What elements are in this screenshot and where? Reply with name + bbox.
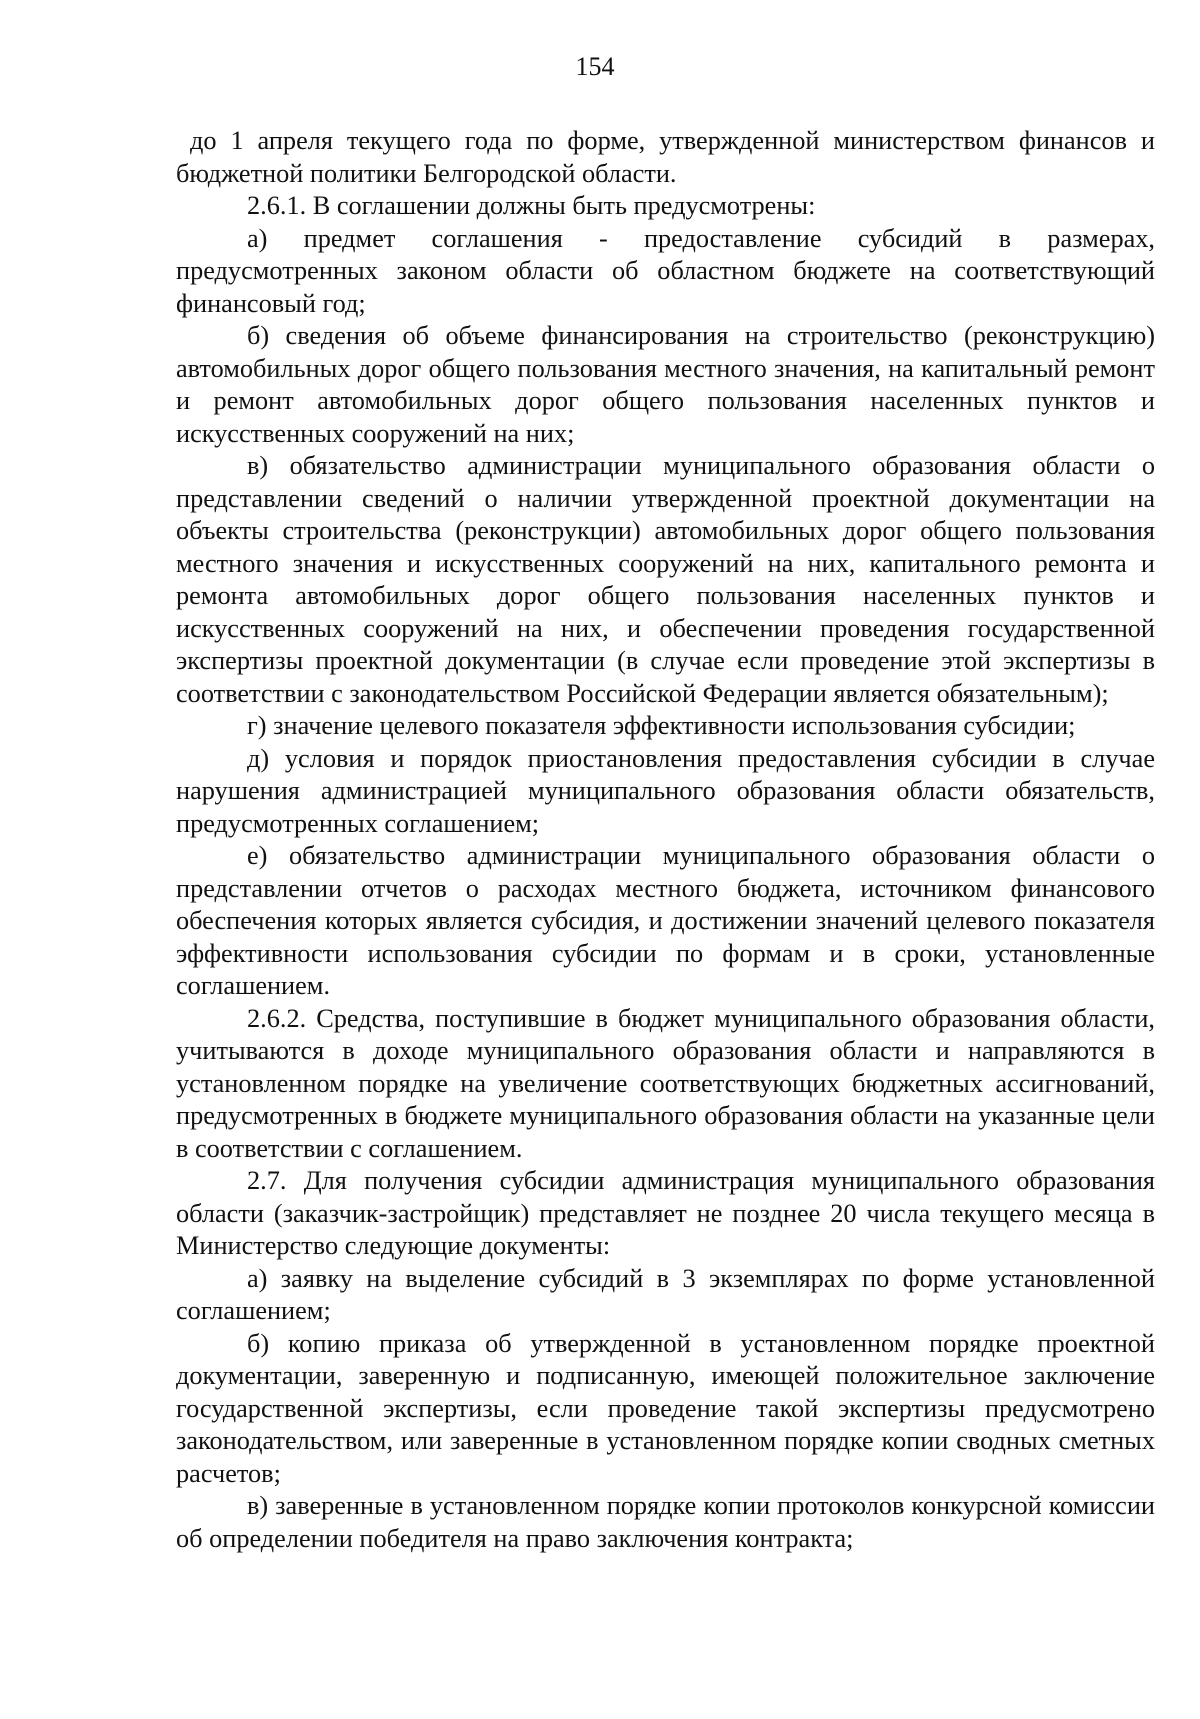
paragraph-2-7-item-a: а) заявку на выделение субсидий в 3 экземплярах по форме установленной соглашением; (176, 1263, 1155, 1325)
document-body (176, 125, 1155, 1555)
paragraph-item-a: а) предмет соглашения - предоставление субсидий в размерах, предусмотренных законом области об областном бюджете на соответствующий финансовый год; (176, 223, 1155, 318)
paragraph-2-7-item-b: б) копию приказа об утвержденной в установленном порядке проектной документации, заверенную и подписанную, имеющей положительное заключение государственной экспертизы, если проведение такой экспертизы предусмотрено законодательством, или заверенные в установленном порядке копии сводных сметных расчетов; (176, 1328, 1155, 1488)
paragraph-item-g: г) значение целевого показателя эффективности использования субсидии; (247, 711, 1076, 740)
paragraph-item-v: в) обязательство администрации муниципального образования области о представлении сведений о наличии утвержденной проектной документации на объекты строительства (реконструкции) автомобильных дорог общего пользования местного значения и искусственных сооружений на них, капитального ремонта и ремонта автомобильных дорог общего пользования населенных пунктов и искусственных сооружений на них, и обеспечении проведения государственной экспертизы проектной документации (в случае если проведение этой экспертизы в соответствии с законодательством Российской Федерации является обязательным); (176, 451, 1155, 708)
paragraph-2-6-2: 2.6.2. Средства, поступившие в бюджет муниципального образования области, учитываются в доходе муниципального образования области и направляются в установленном порядке на увеличение соответствующих бюджетных ассигнований, предусмотренных в бюджете муниципального образования области на указанные цели в соответствии с соглашением. (176, 1003, 1155, 1163)
paragraph-2-7: 2.7. Для получения субсидии администрация муниципального образования области (заказчик-застройщик) представляет не позднее 20 числа текущего месяца в Министерство следующие документы: (176, 1166, 1155, 1260)
page-number: 154 (575, 52, 615, 81)
paragraph-item-d: д) условия и порядок приостановления предоставления субсидии в случае нарушения администрацией муниципального образования области обязательств, предусмотренных соглашением; (176, 743, 1155, 838)
paragraph-2-6-1: 2.6.1. В соглашении должны быть предусмотрены: (247, 191, 816, 220)
paragraph-2-7-item-v: в) заверенные в установленном порядке копии протоколов конкурсной комиссии об определении победителя на право заключения контракта; (176, 1491, 1155, 1553)
paragraph-item-e: е) обязательство администрации муниципального образования области о представлении отчетов о расходах местного бюджета, источником финансового обеспечения которых является субсидия, и достижении значений целевого показателя эффективности использования субсидии по формам и в сроки, установленные соглашением. (176, 841, 1155, 1000)
paragraph-deadline: до 1 апреля текущего года по форме, утвержденной министерством финансов и бюджетной политики Белгородской области. (176, 126, 1155, 188)
paragraph-item-b: б) сведения об объеме финансирования на строительство (реконструкцию) автомобильных дорог общего пользования местного значения, на капитальный ремонт и ремонт автомобильных дорог общего пользования населенных пунктов и искусственных сооружений на них; (176, 321, 1155, 448)
